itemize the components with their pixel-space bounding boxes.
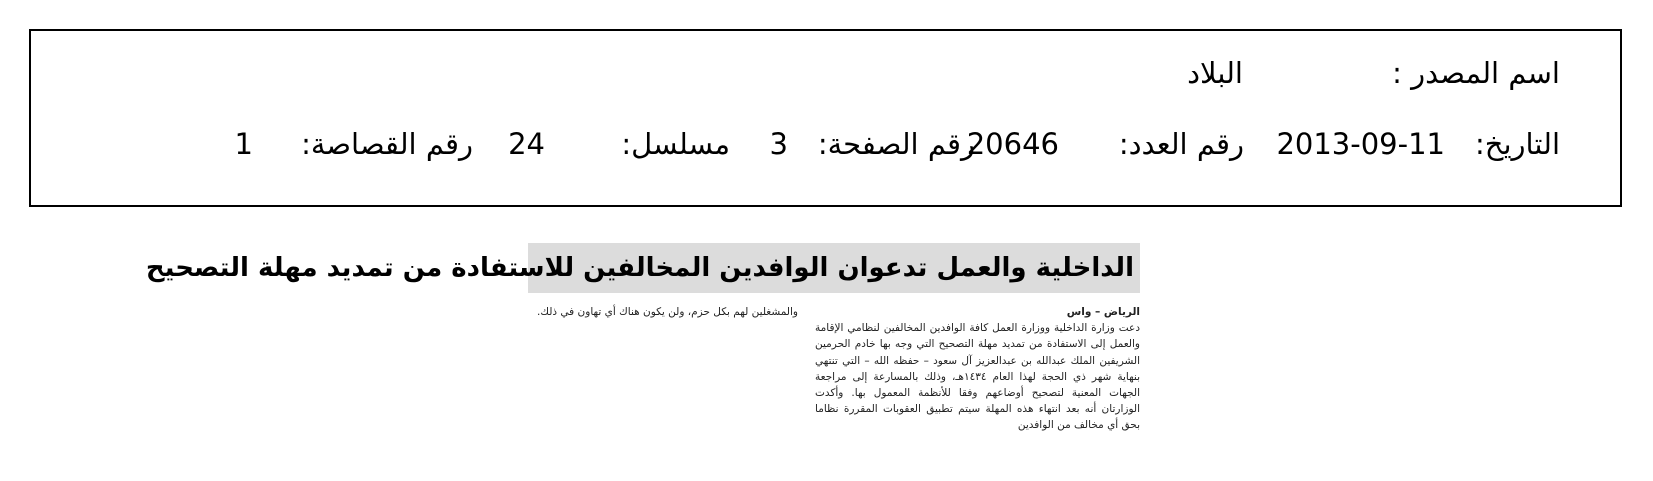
article-headline: الداخلية والعمل تدعوان الوافدين المخالفين للاستفادة من تمديد مهلة التصحيح [145, 253, 1134, 283]
clip-label: رقم القصاصة: [301, 127, 473, 161]
article-body-right: دعت وزارة الداخلية ووزارة العمل كافة الوافدين المخالفين لنظامي الإقامة والعمل إلى الاستفادة من تمديد مهلة التصحيح التي وجه بها خادم الحرمين الشريفين الملك عبدالله بن عبدالعزيز آل سعود – حفظه الله – التي تنتهي بنهاية شهر ذي الحجة لهذا العام ١٤٣٤هـ، وذلك بالمسارعة إلى مراجعة الجهات المعنية لتصحيح أوضاعهم وفقا للأنظمة المعمول بها. وأكدت الوزارتان أنه بعد انتهاء هذه المهلة سيتم تطبيق العقوبات المقررة نظاما بحق أي مخالف من الوافدين [815, 322, 1140, 432]
news-clipping [145, 243, 1140, 453]
clip-value: 1 [234, 127, 253, 161]
article-column-right [815, 304, 1140, 434]
article-body-left: والمشغلين لهم بكل حزم، ولن يكون هناك أي تهاون في ذلك. [537, 306, 798, 318]
article-dateline: الرياض – واس [1066, 306, 1140, 318]
headline-bar [145, 243, 1140, 293]
source-value: البلاد [1187, 56, 1243, 90]
page-label: رقم الصفحة: [817, 127, 975, 161]
issue-value: 20646 [966, 127, 1059, 161]
serial-label: مسلسل: [621, 127, 730, 161]
source-info-box [29, 29, 1622, 207]
serial-value: 24 [508, 127, 545, 161]
date-value: 2013-09-11 [1276, 127, 1445, 161]
date-label: التاريخ: [1474, 127, 1560, 161]
issue-label: رقم العدد: [1118, 127, 1244, 161]
article-column-left [528, 304, 798, 320]
source-label: اسم المصدر : [1392, 56, 1560, 90]
page-value: 3 [769, 127, 788, 161]
